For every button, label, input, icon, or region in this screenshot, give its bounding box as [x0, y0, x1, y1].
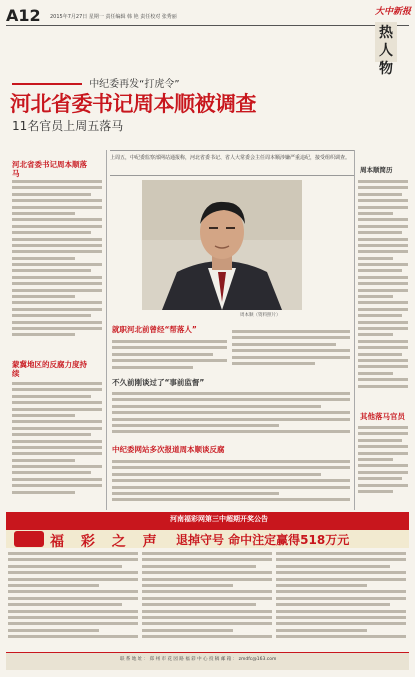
heading-3: 就职河北前曾经“帮落人”: [112, 325, 197, 334]
heading-1: 河北省委书记周本顺落马: [12, 160, 87, 178]
text-lines: [12, 382, 102, 494]
heading-5: 中纪委网站多次报道周本顺谈反腐: [112, 445, 225, 454]
middle-text-3: [112, 392, 350, 442]
article-title: 河北省委书记周本顺被调查: [10, 92, 256, 116]
lottery-text-3: [276, 552, 406, 648]
fucai-title: 福 彩 之 声: [50, 534, 163, 550]
kicker-rule: [12, 83, 82, 85]
article-subtitle: 11名官员上周五落马: [12, 119, 124, 133]
lottery-banner-text: 河南福彩网第三中超期开奖公告: [170, 515, 268, 523]
column-rule: [354, 150, 355, 510]
fucai-logo-icon: [14, 531, 44, 547]
heading-4: 不久前刚谈过了“事前监督”: [112, 378, 205, 387]
lottery-text-2: [142, 552, 272, 648]
text-lines: [112, 460, 350, 501]
page-number: A12: [6, 6, 41, 25]
section-name: 热人物: [379, 25, 393, 77]
middle-text-4: [112, 460, 350, 508]
left-column-text-2: [12, 382, 102, 507]
text-lines: [112, 340, 227, 369]
masthead-logo: 大中新报: [374, 7, 411, 17]
dateline: 2015年7月27日 星期一 责任编辑 韩 艳 责任校对 张秀丽: [50, 14, 177, 20]
lottery-text-1: [8, 552, 138, 648]
text-lines: [112, 392, 350, 433]
profile-text: [358, 180, 408, 410]
text-lines: [358, 426, 408, 493]
lottery-headline: 退掉守号 命中注定赢得518万元: [176, 533, 350, 547]
text-lines: [142, 552, 272, 638]
lead-text: 上周五，中纪委监察部网站通报称，河北省委书记、省人大常委会主任周本顺涉嫌严重违纪，接受组织调查。: [110, 155, 351, 161]
text-lines: [12, 180, 102, 336]
left-column-text: [12, 180, 102, 350]
text-lines: [276, 552, 406, 638]
photo-caption: 周本顺（资料照片）: [240, 313, 281, 318]
other-officials-text: [358, 426, 408, 508]
text-lines: [232, 330, 350, 365]
footer-contact: 联 系 地 址 ： 郑 州 市 花 园 路 福 彩 中 心 投 稿 邮 箱 ： zmdfc@163.com: [120, 657, 277, 662]
middle-text-2: [232, 330, 350, 375]
kicker-text: 中纪委再发“打虎令”: [89, 79, 180, 90]
heading-2: 蒙冀地区的反腐力度持续: [12, 360, 87, 378]
masthead: [361, 4, 411, 77]
portrait-illustration: [142, 180, 302, 310]
profile-title: 周本顺简历: [360, 166, 393, 174]
heading-6: 其他落马官员: [360, 412, 405, 421]
column-rule: [106, 150, 107, 510]
portrait-photo: [142, 180, 302, 310]
text-lines: [8, 552, 138, 638]
text-lines: [358, 180, 408, 388]
middle-text-1: [112, 340, 227, 375]
page-header: [6, 6, 409, 26]
lead-box: [110, 150, 355, 176]
